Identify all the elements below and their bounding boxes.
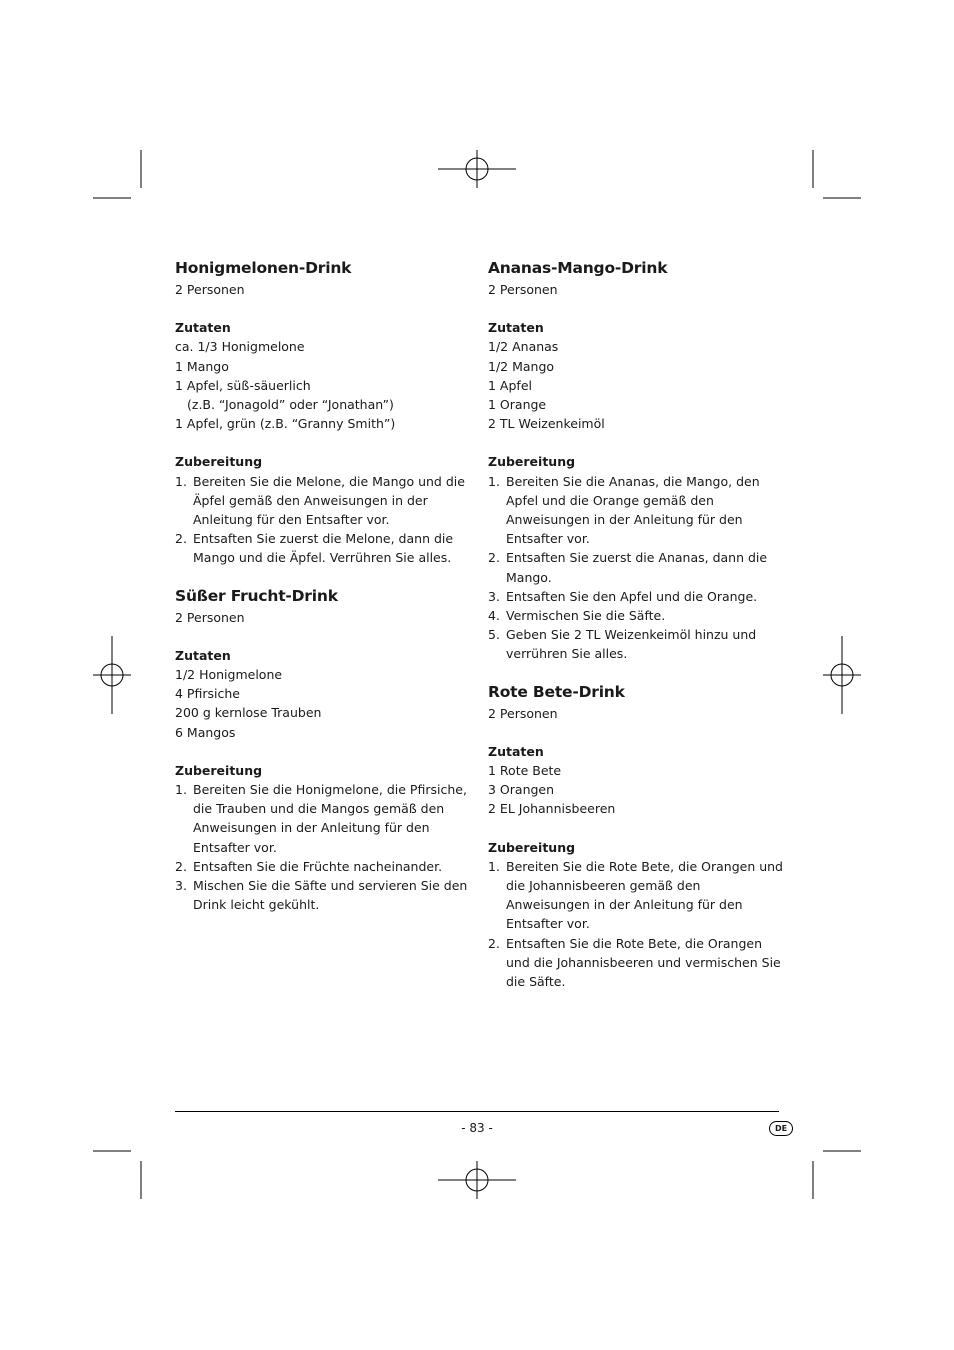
preparation-steps	[175, 780, 475, 914]
step-item	[488, 472, 788, 549]
step-number: 3.	[175, 878, 187, 894]
step-item	[488, 587, 788, 606]
preparation-steps	[175, 472, 475, 568]
step-number: 2.	[175, 858, 187, 874]
servings-text: 2 Personen	[175, 282, 245, 297]
left-column	[175, 256, 475, 930]
recipe-title: Rote Bete-Drink	[488, 682, 625, 701]
preparation-heading: Zubereitung	[488, 454, 576, 470]
ingredient-item: 1 Apfel, grün (z.B. “Granny Smith”)	[175, 416, 396, 432]
ingredient-item: 1 Mango	[175, 358, 229, 374]
step-text: Entsaften Sie die Rote Bete, die Orangen und die Johannisbeeren und vermischen Sie die Säfte.	[506, 935, 781, 990]
ingredients-heading: Zutaten	[175, 320, 231, 336]
step-text: Mischen Sie die Säfte und servieren Sie den Drink leicht gekühlt.	[193, 878, 468, 913]
servings-text: 2 Personen	[488, 282, 558, 297]
step-number: 4.	[488, 608, 500, 624]
recipe-section	[488, 680, 788, 992]
ingredient-item: 3 Orangen	[488, 782, 555, 798]
step-item	[488, 934, 788, 992]
step-item	[488, 625, 788, 663]
step-number: 2.	[488, 550, 500, 566]
step-number: 1.	[488, 858, 500, 874]
ingredient-item: 1 Apfel, süß-säuerlich	[175, 377, 311, 393]
ingredient-item: ca. 1/3 Honigmelone	[175, 339, 305, 355]
preparation-heading: Zubereitung	[175, 762, 263, 778]
step-number: 1.	[175, 782, 187, 798]
step-number: 5.	[488, 627, 500, 643]
recipe-section	[175, 256, 475, 568]
step-text: Geben Sie 2 TL Weizenkeimöl hinzu und verrühren Sie alles.	[506, 627, 757, 662]
ingredients-heading: Zutaten	[488, 320, 544, 336]
step-text: Bereiten Sie die Melone, die Mango und die Äpfel gemäß den Anweisungen in der Anleitung für den Entsafter vor.	[193, 473, 465, 528]
ingredient-item: 1 Orange	[488, 397, 547, 413]
recipe-title: Ananas-Mango-Drink	[488, 259, 668, 277]
ingredient-item: 2 EL Johannisbeeren	[488, 801, 616, 817]
ingredient-item: 1/2 Mango	[488, 358, 555, 374]
preparation-heading: Zubereitung	[488, 839, 576, 855]
step-item	[175, 529, 475, 567]
footer-divider	[175, 1111, 779, 1112]
ingredients-heading: Zutaten	[175, 647, 231, 663]
step-item	[175, 857, 475, 876]
recipe-section	[175, 584, 475, 915]
preparation-steps	[488, 472, 788, 664]
step-item	[488, 606, 788, 625]
recipe-section	[488, 256, 788, 664]
step-text: Entsaften Sie zuerst die Melone, dann die Mango und die Äpfel. Verrühren Sie alles.	[193, 531, 454, 566]
ingredients-list	[175, 337, 475, 433]
ingredient-item: (z.B. “Jonagold” oder “Jonathan”)	[187, 397, 394, 413]
ingredient-item: 1/2 Honigmelone	[175, 667, 283, 683]
step-text: Bereiten Sie die Rote Bete, die Orangen und die Johannisbeeren gemäß den Anweisungen in der Anleitung für den Entsafter vor.	[506, 858, 783, 932]
step-text: Vermischen Sie die Säfte.	[506, 608, 666, 624]
ingredient-item: 1 Rote Bete	[488, 763, 562, 779]
step-number: 2.	[488, 935, 500, 951]
preparation-steps	[488, 857, 788, 991]
step-text: Bereiten Sie die Honigmelone, die Pfirsiche, die Trauben und die Mangos gemäß den Anweisungen in der Anleitung für den Entsafter vor.	[193, 782, 467, 855]
ingredients-list	[488, 761, 788, 819]
language-badge: DE	[769, 1121, 793, 1136]
right-column	[488, 256, 788, 1007]
step-number: 1.	[488, 473, 500, 489]
step-text: Entsaften Sie die Früchte nacheinander.	[193, 858, 443, 874]
page-number: - 83 -	[461, 1121, 493, 1135]
step-item	[488, 548, 788, 586]
preparation-heading: Zubereitung	[175, 454, 263, 470]
step-item	[488, 857, 788, 934]
ingredients-heading: Zutaten	[488, 743, 544, 759]
ingredient-item: 200 g kernlose Trauben	[175, 705, 322, 721]
servings-text: 2 Personen	[175, 609, 245, 625]
step-number: 2.	[175, 531, 187, 547]
step-text: Entsaften Sie den Apfel und die Orange.	[506, 588, 758, 604]
step-text: Entsaften Sie zuerst die Ananas, dann die Mango.	[506, 550, 768, 585]
ingredients-list	[488, 337, 788, 433]
ingredient-item: 1 Apfel	[488, 377, 532, 393]
ingredients-list	[175, 665, 475, 742]
ingredient-item: 4 Pfirsiche	[175, 686, 240, 702]
ingredient-item: 2 TL Weizenkeimöl	[488, 416, 605, 432]
step-number: 3.	[488, 588, 500, 604]
step-number: 1.	[175, 473, 187, 489]
step-item	[175, 472, 475, 530]
step-text: Bereiten Sie die Ananas, die Mango, den Apfel und die Orange gemäß den Anweisungen in der Anleitung für den Entsafter vor.	[506, 473, 760, 547]
recipe-title: Honigmelonen-Drink	[175, 259, 352, 277]
ingredient-item: 1/2 Ananas	[488, 339, 559, 355]
step-item	[175, 780, 475, 857]
servings-text: 2 Personen	[488, 705, 558, 721]
ingredient-item: 6 Mangos	[175, 724, 236, 740]
step-item	[175, 876, 475, 914]
recipe-title: Süßer Frucht-Drink	[175, 586, 338, 605]
